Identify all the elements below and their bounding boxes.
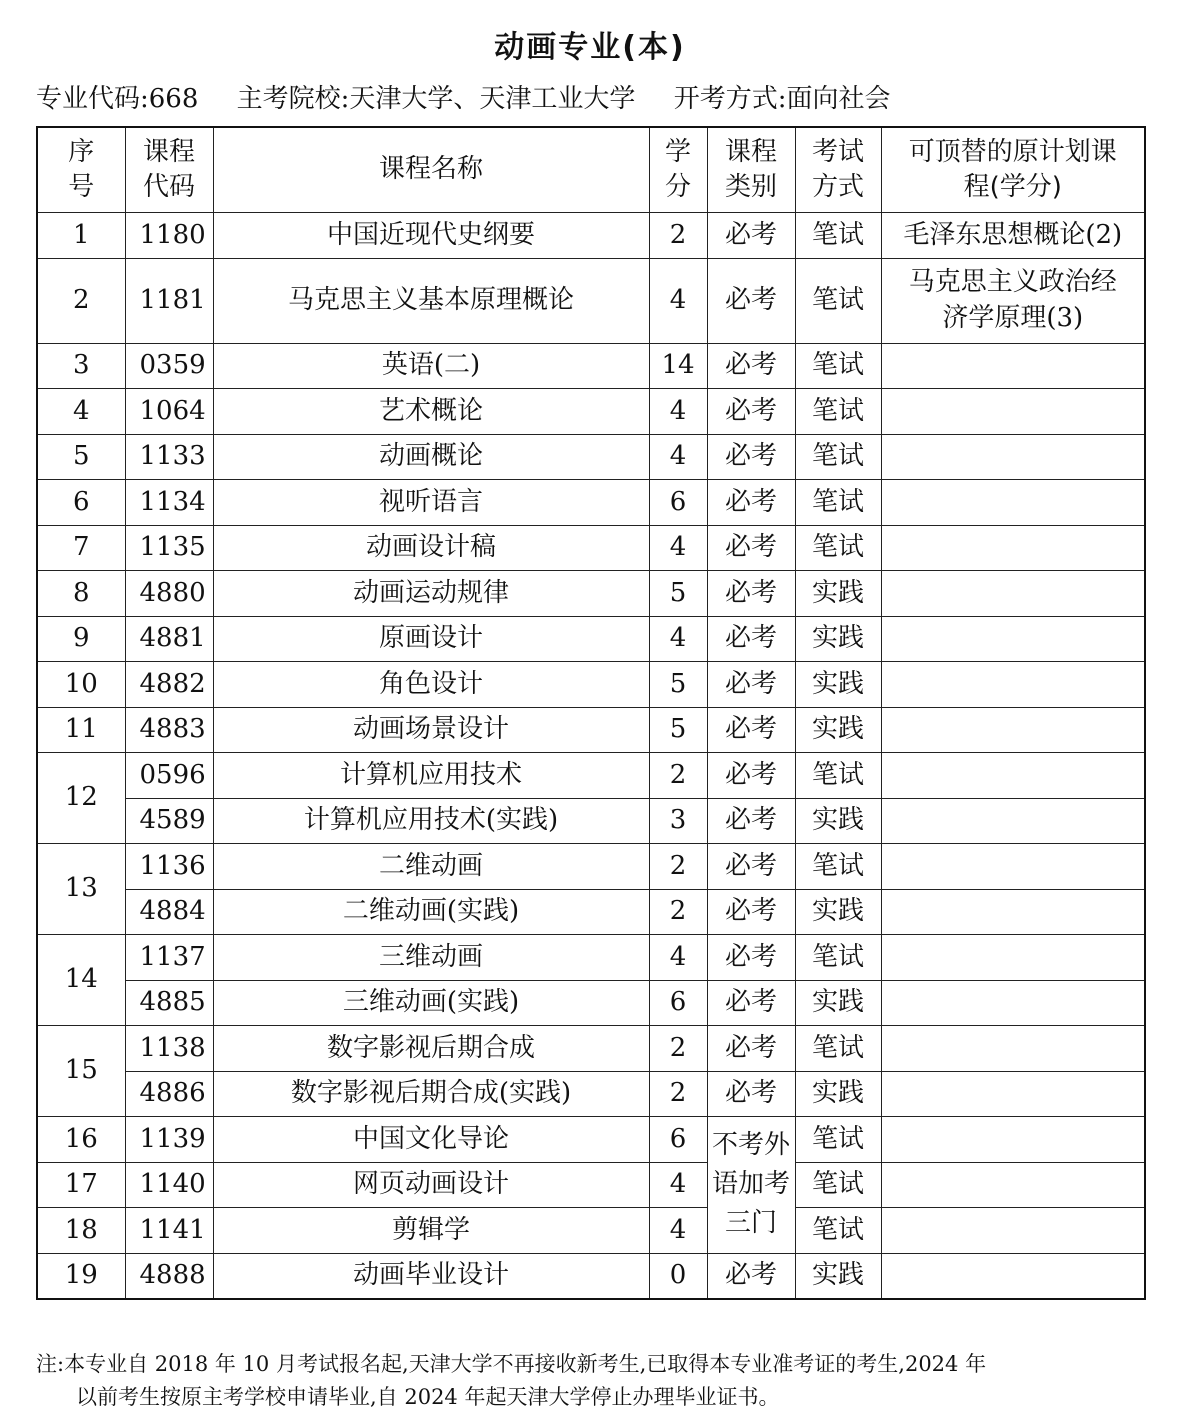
cell-name: 中国文化导论 [213, 1117, 649, 1163]
cell-replace [881, 889, 1145, 935]
table-row [37, 1026, 1145, 1072]
major-info [36, 78, 920, 115]
cell-exam: 实践 [795, 798, 881, 844]
table-row [37, 434, 1145, 480]
cell-credit: 4 [649, 1162, 707, 1208]
table-row [37, 1208, 1145, 1254]
cell-code: 1064 [125, 389, 213, 435]
cell-replace [881, 1208, 1145, 1254]
header-exam: 考试方式 [795, 127, 881, 213]
table-row [37, 889, 1145, 935]
cell-replace [881, 935, 1145, 981]
cell-code: 1135 [125, 525, 213, 571]
major-code: 专业代码:668 [36, 84, 199, 114]
cell-category: 必考 [707, 616, 795, 662]
table-row [37, 616, 1145, 662]
table-row [37, 343, 1145, 389]
cell-name: 英语(二) [213, 343, 649, 389]
cell-credit: 5 [649, 662, 707, 708]
cell-exam: 笔试 [795, 213, 881, 259]
cell-exam: 实践 [795, 1071, 881, 1117]
cell-name: 二维动画(实践) [213, 889, 649, 935]
cell-code: 1134 [125, 480, 213, 526]
cell-category: 必考 [707, 798, 795, 844]
cell-credit: 2 [649, 213, 707, 259]
cell-seq: 7 [37, 525, 125, 571]
cell-name: 马克思主义基本原理概论 [213, 258, 649, 343]
cell-replace [881, 662, 1145, 708]
cell-exam: 实践 [795, 980, 881, 1026]
cell-credit: 4 [649, 258, 707, 343]
cell-credit: 6 [649, 480, 707, 526]
table-header-row [37, 127, 1145, 213]
cell-code: 1181 [125, 258, 213, 343]
cell-name: 动画运动规律 [213, 571, 649, 617]
table-row [37, 258, 1145, 343]
cell-seq: 11 [37, 707, 125, 753]
cell-seq: 1 [37, 213, 125, 259]
cell-name: 艺术概论 [213, 389, 649, 435]
cell-code: 0359 [125, 343, 213, 389]
cell-seq: 17 [37, 1162, 125, 1208]
cell-category: 必考 [707, 571, 795, 617]
cell-exam: 笔试 [795, 389, 881, 435]
table-row [37, 844, 1145, 890]
cell-category: 必考 [707, 434, 795, 480]
cell-code: 1180 [125, 213, 213, 259]
cell-replace [881, 389, 1145, 435]
cell-replace [881, 980, 1145, 1026]
cell-exam: 实践 [795, 571, 881, 617]
cell-code: 4885 [125, 980, 213, 1026]
cell-name: 数字影视后期合成(实践) [213, 1071, 649, 1117]
cell-name: 角色设计 [213, 662, 649, 708]
cell-category: 必考 [707, 213, 795, 259]
cell-exam: 实践 [795, 616, 881, 662]
cell-credit: 4 [649, 616, 707, 662]
cell-code: 1138 [125, 1026, 213, 1072]
cell-exam: 实践 [795, 662, 881, 708]
cell-category: 必考 [707, 480, 795, 526]
cell-name: 剪辑学 [213, 1208, 649, 1254]
exam-mode: 开考方式:面向社会 [673, 84, 891, 114]
table-row [37, 1162, 1145, 1208]
table-row [37, 935, 1145, 981]
cell-exam: 笔试 [795, 935, 881, 981]
cell-exam: 笔试 [795, 258, 881, 343]
footnote-line-2: 以前考生按原主考学校申请毕业,自 2024 年起天津大学停止办理毕业证书。 [76, 1385, 780, 1409]
cell-category-merged: 不考外语加考三门 [707, 1117, 795, 1254]
cell-seq: 13 [37, 844, 125, 935]
cell-category: 必考 [707, 753, 795, 799]
cell-exam: 笔试 [795, 1208, 881, 1254]
cell-category: 必考 [707, 525, 795, 571]
cell-credit: 2 [649, 1026, 707, 1072]
table-row [37, 707, 1145, 753]
cell-code: 0596 [125, 753, 213, 799]
footnote [36, 1348, 1146, 1414]
cell-exam: 笔试 [795, 480, 881, 526]
cell-replace [881, 480, 1145, 526]
cell-exam: 笔试 [795, 753, 881, 799]
cell-replace [881, 525, 1145, 571]
table-row [37, 213, 1145, 259]
page-title: 动画专业(本) [494, 30, 686, 65]
table-row [37, 571, 1145, 617]
footnote-line-1: 注:本专业自 2018 年 10 月考试报名起,天津大学不再接收新考生,已取得本专业准考证的考生,2024 年 [36, 1352, 987, 1376]
cell-code: 4880 [125, 571, 213, 617]
cell-seq: 9 [37, 616, 125, 662]
cell-code: 4886 [125, 1071, 213, 1117]
header-seq: 序号 [37, 127, 125, 213]
cell-exam: 实践 [795, 1253, 881, 1299]
cell-credit: 4 [649, 434, 707, 480]
cell-seq: 2 [37, 258, 125, 343]
cell-seq: 15 [37, 1026, 125, 1117]
header-replace: 可顶替的原计划课程(学分) [881, 127, 1145, 213]
table-row [37, 980, 1145, 1026]
cell-category: 必考 [707, 389, 795, 435]
cell-credit: 5 [649, 707, 707, 753]
table-row [37, 480, 1145, 526]
cell-exam: 笔试 [795, 434, 881, 480]
cell-replace [881, 1071, 1145, 1117]
cell-code: 1136 [125, 844, 213, 890]
table-row [37, 1253, 1145, 1299]
cell-code: 4882 [125, 662, 213, 708]
cell-category: 必考 [707, 889, 795, 935]
cell-replace [881, 753, 1145, 799]
cell-code: 4589 [125, 798, 213, 844]
table-row [37, 662, 1145, 708]
cell-credit: 2 [649, 753, 707, 799]
cell-code: 1137 [125, 935, 213, 981]
cell-seq: 19 [37, 1253, 125, 1299]
table-row [37, 389, 1145, 435]
cell-category: 必考 [707, 935, 795, 981]
cell-credit: 3 [649, 798, 707, 844]
cell-credit: 4 [649, 525, 707, 571]
cell-name: 原画设计 [213, 616, 649, 662]
cell-replace: 毛泽东思想概论(2) [881, 213, 1145, 259]
cell-name: 网页动画设计 [213, 1162, 649, 1208]
cell-name: 动画概论 [213, 434, 649, 480]
cell-replace [881, 434, 1145, 480]
cell-replace [881, 1253, 1145, 1299]
cell-seq: 10 [37, 662, 125, 708]
cell-code: 1139 [125, 1117, 213, 1163]
cell-credit: 0 [649, 1253, 707, 1299]
cell-seq: 8 [37, 571, 125, 617]
cell-replace [881, 343, 1145, 389]
cell-category: 必考 [707, 343, 795, 389]
cell-credit: 2 [649, 889, 707, 935]
header-category: 课程类别 [707, 127, 795, 213]
cell-credit: 6 [649, 980, 707, 1026]
cell-category: 必考 [707, 1253, 795, 1299]
cell-exam: 笔试 [795, 525, 881, 571]
table-row [37, 753, 1145, 799]
cell-exam: 实践 [795, 707, 881, 753]
cell-name: 动画场景设计 [213, 707, 649, 753]
table-row [37, 1071, 1145, 1117]
cell-replace: 马克思主义政治经济学原理(3) [881, 258, 1145, 343]
cell-seq: 16 [37, 1117, 125, 1163]
cell-name: 数字影视后期合成 [213, 1026, 649, 1072]
cell-replace [881, 616, 1145, 662]
cell-name: 三维动画(实践) [213, 980, 649, 1026]
cell-exam: 笔试 [795, 1117, 881, 1163]
cell-exam: 笔试 [795, 844, 881, 890]
cell-code: 4888 [125, 1253, 213, 1299]
cell-exam: 笔试 [795, 1162, 881, 1208]
cell-name: 三维动画 [213, 935, 649, 981]
cell-credit: 4 [649, 935, 707, 981]
cell-code: 4884 [125, 889, 213, 935]
cell-exam: 实践 [795, 889, 881, 935]
cell-name: 动画毕业设计 [213, 1253, 649, 1299]
cell-credit: 2 [649, 1071, 707, 1117]
cell-credit: 6 [649, 1117, 707, 1163]
cell-seq: 14 [37, 935, 125, 1026]
cell-seq: 4 [37, 389, 125, 435]
cell-replace [881, 1162, 1145, 1208]
cell-code: 1133 [125, 434, 213, 480]
cell-code: 4883 [125, 707, 213, 753]
cell-category: 必考 [707, 258, 795, 343]
cell-category: 必考 [707, 844, 795, 890]
cell-code: 4881 [125, 616, 213, 662]
cell-exam: 笔试 [795, 343, 881, 389]
cell-seq: 3 [37, 343, 125, 389]
cell-credit: 2 [649, 844, 707, 890]
cell-category: 必考 [707, 707, 795, 753]
header-credit: 学分 [649, 127, 707, 213]
cell-replace [881, 844, 1145, 890]
cell-seq: 6 [37, 480, 125, 526]
cell-name: 计算机应用技术 [213, 753, 649, 799]
cell-credit: 5 [649, 571, 707, 617]
cell-name: 中国近现代史纲要 [213, 213, 649, 259]
host-school: 主考院校:天津大学、天津工业大学 [236, 84, 636, 114]
cell-code: 1141 [125, 1208, 213, 1254]
cell-seq: 18 [37, 1208, 125, 1254]
cell-credit: 4 [649, 1208, 707, 1254]
cell-exam: 笔试 [795, 1026, 881, 1072]
header-code: 课程代码 [125, 127, 213, 213]
cell-seq: 5 [37, 434, 125, 480]
cell-category: 必考 [707, 1071, 795, 1117]
cell-name: 二维动画 [213, 844, 649, 890]
cell-replace [881, 1026, 1145, 1072]
cell-replace [881, 1117, 1145, 1163]
cell-seq: 12 [37, 753, 125, 844]
cell-name: 动画设计稿 [213, 525, 649, 571]
cell-credit: 14 [649, 343, 707, 389]
table-row [37, 798, 1145, 844]
table-row [37, 1117, 1145, 1163]
cell-category: 必考 [707, 662, 795, 708]
cell-name: 计算机应用技术(实践) [213, 798, 649, 844]
cell-replace [881, 571, 1145, 617]
cell-name: 视听语言 [213, 480, 649, 526]
cell-category: 必考 [707, 1026, 795, 1072]
table-row [37, 525, 1145, 571]
course-table [36, 126, 1146, 1300]
cell-replace [881, 798, 1145, 844]
cell-code: 1140 [125, 1162, 213, 1208]
header-name: 课程名称 [213, 127, 649, 213]
cell-category: 必考 [707, 980, 795, 1026]
cell-replace [881, 707, 1145, 753]
cell-credit: 4 [649, 389, 707, 435]
